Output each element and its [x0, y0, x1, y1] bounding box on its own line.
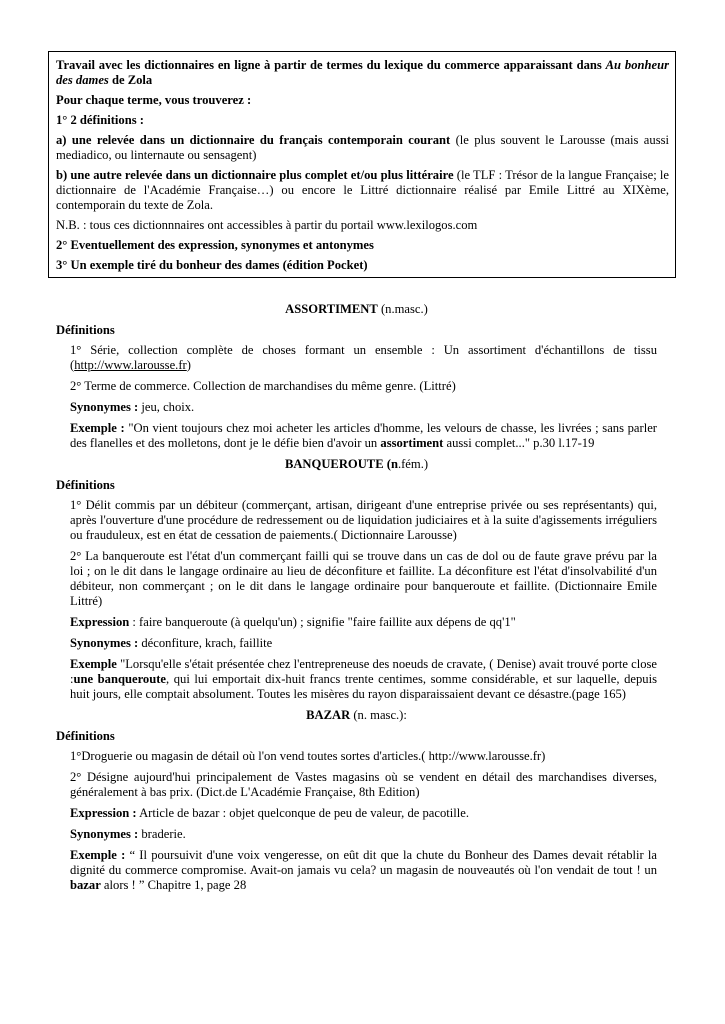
example-keyword: assortiment [380, 436, 444, 450]
synonyms-label: Synonymes : [70, 827, 139, 841]
expression [70, 806, 657, 821]
entry-word: BAZAR [306, 708, 351, 722]
example-text: "On vient toujours chez moi acheter les articles d'homme, les velours de chasse, les livrées ; sans parler des flanelles et des molletons, dont je le défie bien d'avoir un [70, 421, 657, 450]
intro-heading-author: de Zola [108, 73, 153, 87]
synonyms-text: jeu, choix. [138, 400, 195, 414]
intro-pour-chaque [56, 93, 669, 108]
example [70, 421, 657, 451]
synonyms-text: braderie. [138, 827, 186, 841]
entries-content [56, 302, 657, 899]
intro-item-a [56, 133, 669, 163]
item-b-bold: b) une autre relevée dans un dictionnaire plus complet et/ou plus littéraire [56, 168, 454, 182]
synonyms [70, 827, 657, 842]
expression-label: Expression [70, 615, 130, 629]
example-keyword: bazar [70, 878, 101, 892]
intro-item-b [56, 168, 669, 213]
expression-text: : faire banqueroute (à quelqu'un) ; signifie "faire faillite aux dépens de qq'1" [129, 615, 516, 629]
instructions-box [48, 51, 676, 278]
intro-point-2 [56, 238, 669, 253]
entry-word: BANQUEROUTE ( [284, 457, 391, 471]
definitions-label: Définitions [56, 478, 115, 492]
example-text-end: alors ! ” Chapitre 1, page 28 [100, 878, 247, 892]
example-text: "Lorsqu'elle s'était présentée chez l'entrepreneuse des noeuds de cravate, ( Denise) avait trouvé porte close : [70, 657, 657, 686]
example-label: Exemple [70, 657, 117, 671]
entry-gram: (n.masc.) [377, 302, 428, 316]
expression-text: Article de bazar : objet quelconque de peu de valeur, de pacotille. [136, 806, 469, 820]
definition-1: 1°Droguerie ou magasin de détail où l'on vend toutes sortes d'articles.( http://www.larousse.fr) [70, 749, 546, 763]
definition-2: 2° Désigne aujourd'hui principalement de Vastes magasins où se vendent en détail des marchandises diverses, généralement à bas prix. (Dict.de L'Académie Française, 8th Edition) [70, 770, 657, 799]
definition-2: 2° La banqueroute est l'état d'un commerçant failli qui se trouve dans un cas de dol ou de faute grave prévu par la loi ; on le dit dans le langage ordinaire au lieu de déconfiture et faillite. La déconfiture est l'état d'insolvabilité d'un débiteur, non commerçant ; on le dit dans le langage ordinaire pour banqueroute et faillite. (Dictionnaire Emile Littré) [70, 549, 657, 608]
example-label: Exemple : [70, 421, 125, 435]
intro-nb: N.B. : tous ces dictionnnaires ont accessibles à partir du portail www.lexilogos.com [56, 218, 478, 232]
intro-point-3 [56, 258, 669, 273]
example [70, 848, 657, 893]
larousse-link[interactable]: http://www.larousse.fr [74, 358, 187, 372]
definition-text: 1° Série, collection complète de choses formant un ensemble : Un assortiment d'échantillons de tissu ( [70, 343, 657, 372]
synonyms [70, 636, 657, 651]
point-2-text: 2° Eventuellement des expression, synonymes et antonymes [56, 238, 374, 252]
item-a-rest: (le plus souvent le Larousse (mais aussi mediadico, ou linternaute ou sensagent) [56, 133, 669, 162]
pour-chaque-text: Pour chaque terme, vous trouverez : [56, 93, 252, 107]
example-keyword: une banqueroute [73, 672, 167, 686]
synonyms [70, 400, 657, 415]
entry-title-banqueroute [56, 457, 657, 472]
entry-title-assortiment [56, 302, 657, 317]
example-text-end: , qui lui emportait dix-huit francs trente centimes, somme considérable, et sur laquelle, depuis huit jours, elle comptait absolument. Toutes les misères du rayon disparaissaient devant ce désastre.(page 165) [70, 672, 657, 701]
intro-two-definitions [56, 113, 669, 128]
entry-word: ASSORTIMENT [285, 302, 378, 316]
two-definitions-text: 1° 2 définitions : [56, 113, 144, 127]
definition-2: 2° Terme de commerce. Collection de marchandises du même genre. (Littré) [70, 379, 456, 393]
expression [70, 615, 657, 630]
entry-gram: (n. masc.): [350, 708, 407, 722]
expression-label: Expression : [70, 806, 137, 820]
definition-1: 1° Délit commis par un débiteur (commerçant, artisan, dirigeant d'une entreprise privée ou ses représentants) qui, après l'ouverture d'une procédure de redressement ou de liquidation judiciaires et à la suite d'agissements irréguliers ou frauduleux, est en état de cessation de paiements.( Dictionnaire Larousse) [70, 498, 657, 542]
example-label: Exemple : [70, 848, 126, 862]
example-text: “ Il poursuivit d'une voix vengeresse, on eût dit que la chute du Bonheur des Dames devait rétablir la dignité du commerce compromise. Avait-on jamais vu cela? un magasin de nouveautés où l'on vendait de tout ! un [70, 848, 657, 877]
synonyms-text: déconfiture, krach, faillite [138, 636, 273, 650]
entry-gram: .fém.) [397, 457, 429, 471]
entry-title-bazar [56, 708, 657, 723]
example-text-end: aussi complet..." p.30 l.17-19 [443, 436, 595, 450]
book-title: Au bonheur des dames [56, 58, 670, 87]
definition-1 [70, 343, 657, 373]
definitions-label: Définitions [56, 729, 115, 743]
definitions-label: Définitions [56, 323, 115, 337]
synonyms-label: Synonymes : [70, 400, 139, 414]
example [70, 657, 657, 702]
definition-end: ) [186, 358, 191, 372]
synonyms-label: Synonymes : [70, 636, 139, 650]
item-a-bold: a) une relevée dans un dictionnaire du français contemporain courant [56, 133, 451, 147]
intro-heading [56, 58, 669, 88]
point-3-text: 3° Un exemple tiré du bonheur des dames (édition Pocket) [56, 258, 368, 272]
item-b-rest: (le TLF : Trésor de la langue Française; le dictionnaire de l'Académie Française…) ou encore le Littré dictionnaire réalisé par Emile Littré au XIXème, contemporain du texte de Zola. [56, 168, 669, 212]
entry-gram-n: n [390, 457, 398, 471]
intro-heading-text: Travail avec les dictionnaires en ligne à partir de termes du lexique du commerce apparaissant dans [56, 58, 606, 72]
